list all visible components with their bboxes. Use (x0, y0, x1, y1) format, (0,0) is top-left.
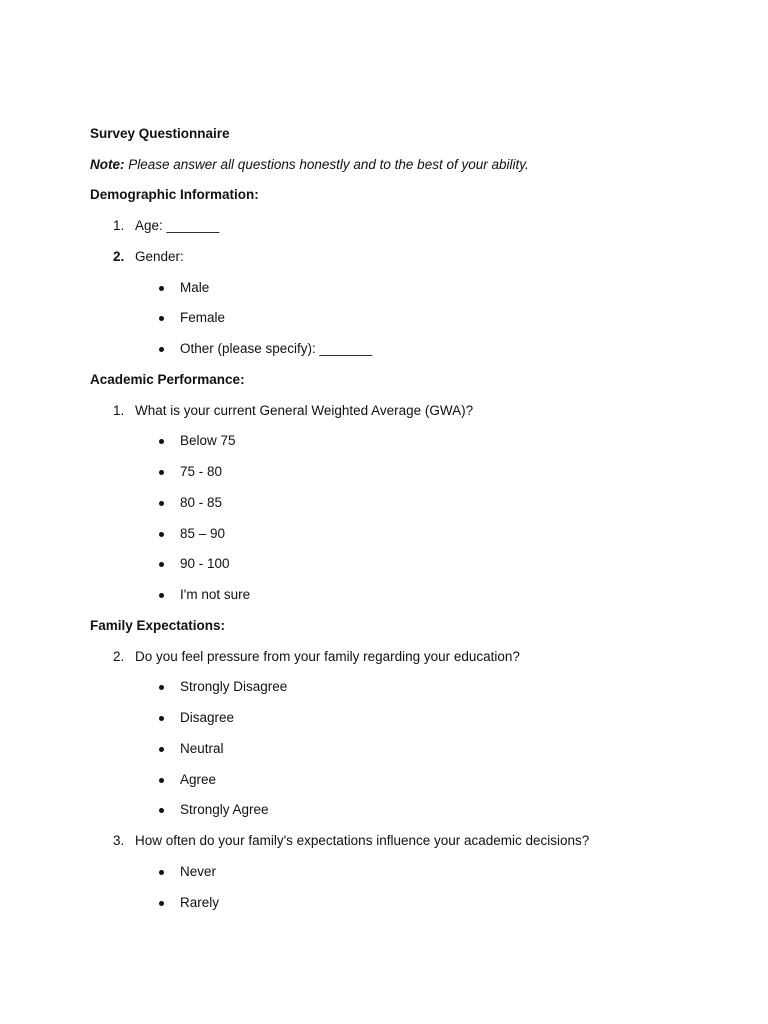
bullet-icon (159, 778, 164, 783)
option-item: Strongly Disagree (180, 679, 288, 694)
question-number: 2. (113, 649, 125, 664)
bullet-icon (159, 347, 164, 352)
family-heading: Family Expectations: (90, 618, 226, 633)
question-number: 1. (113, 403, 125, 418)
option-item: Male (180, 280, 210, 295)
bullet-icon (159, 685, 164, 690)
bullet-icon (159, 562, 164, 567)
question-number: 2. (113, 249, 125, 264)
question-pressure: Do you feel pressure from your family regarding your education? (135, 649, 520, 664)
option-item: Strongly Agree (180, 802, 269, 817)
note-line (90, 156, 529, 174)
bullet-icon (159, 470, 164, 475)
question-number: 3. (113, 833, 125, 848)
option-item: Other (please specify): _______ (180, 341, 373, 356)
option-item: Rarely (180, 895, 220, 910)
option-item: Agree (180, 772, 217, 787)
question-number: 1. (113, 218, 125, 233)
bullet-icon (159, 593, 164, 598)
bullet-icon (159, 870, 164, 875)
option-item: 90 - 100 (180, 556, 230, 571)
survey-title: Survey Questionnaire (90, 126, 230, 141)
option-item: Female (180, 310, 226, 325)
bullet-icon (159, 501, 164, 506)
question-age: Age: _______ (135, 218, 220, 233)
note-label: Note: (90, 157, 125, 172)
option-item: Disagree (180, 710, 235, 725)
academic-heading: Academic Performance: (90, 372, 245, 387)
option-item: 80 - 85 (180, 495, 223, 510)
bullet-icon (159, 532, 164, 537)
bullet-icon (159, 747, 164, 752)
option-item: 85 – 90 (180, 526, 226, 541)
question-gender: Gender: (135, 249, 184, 264)
bullet-icon (159, 316, 164, 321)
option-item: Below 75 (180, 433, 236, 448)
question-gwa: What is your current General Weighted Average (GWA)? (135, 403, 474, 418)
question-influence: How often do your family's expectations influence your academic decisions? (135, 833, 590, 848)
option-item: I'm not sure (180, 587, 251, 602)
option-item: Neutral (180, 741, 224, 756)
bullet-icon (159, 901, 164, 906)
bullet-icon (159, 716, 164, 721)
option-item: 75 - 80 (180, 464, 223, 479)
bullet-icon (159, 286, 164, 291)
option-item: Never (180, 864, 217, 879)
demographic-heading: Demographic Information: (90, 187, 259, 202)
bullet-icon (159, 808, 164, 813)
note-text: Please answer all questions honestly and to the best of your ability. (124, 157, 529, 172)
bullet-icon (159, 439, 164, 444)
